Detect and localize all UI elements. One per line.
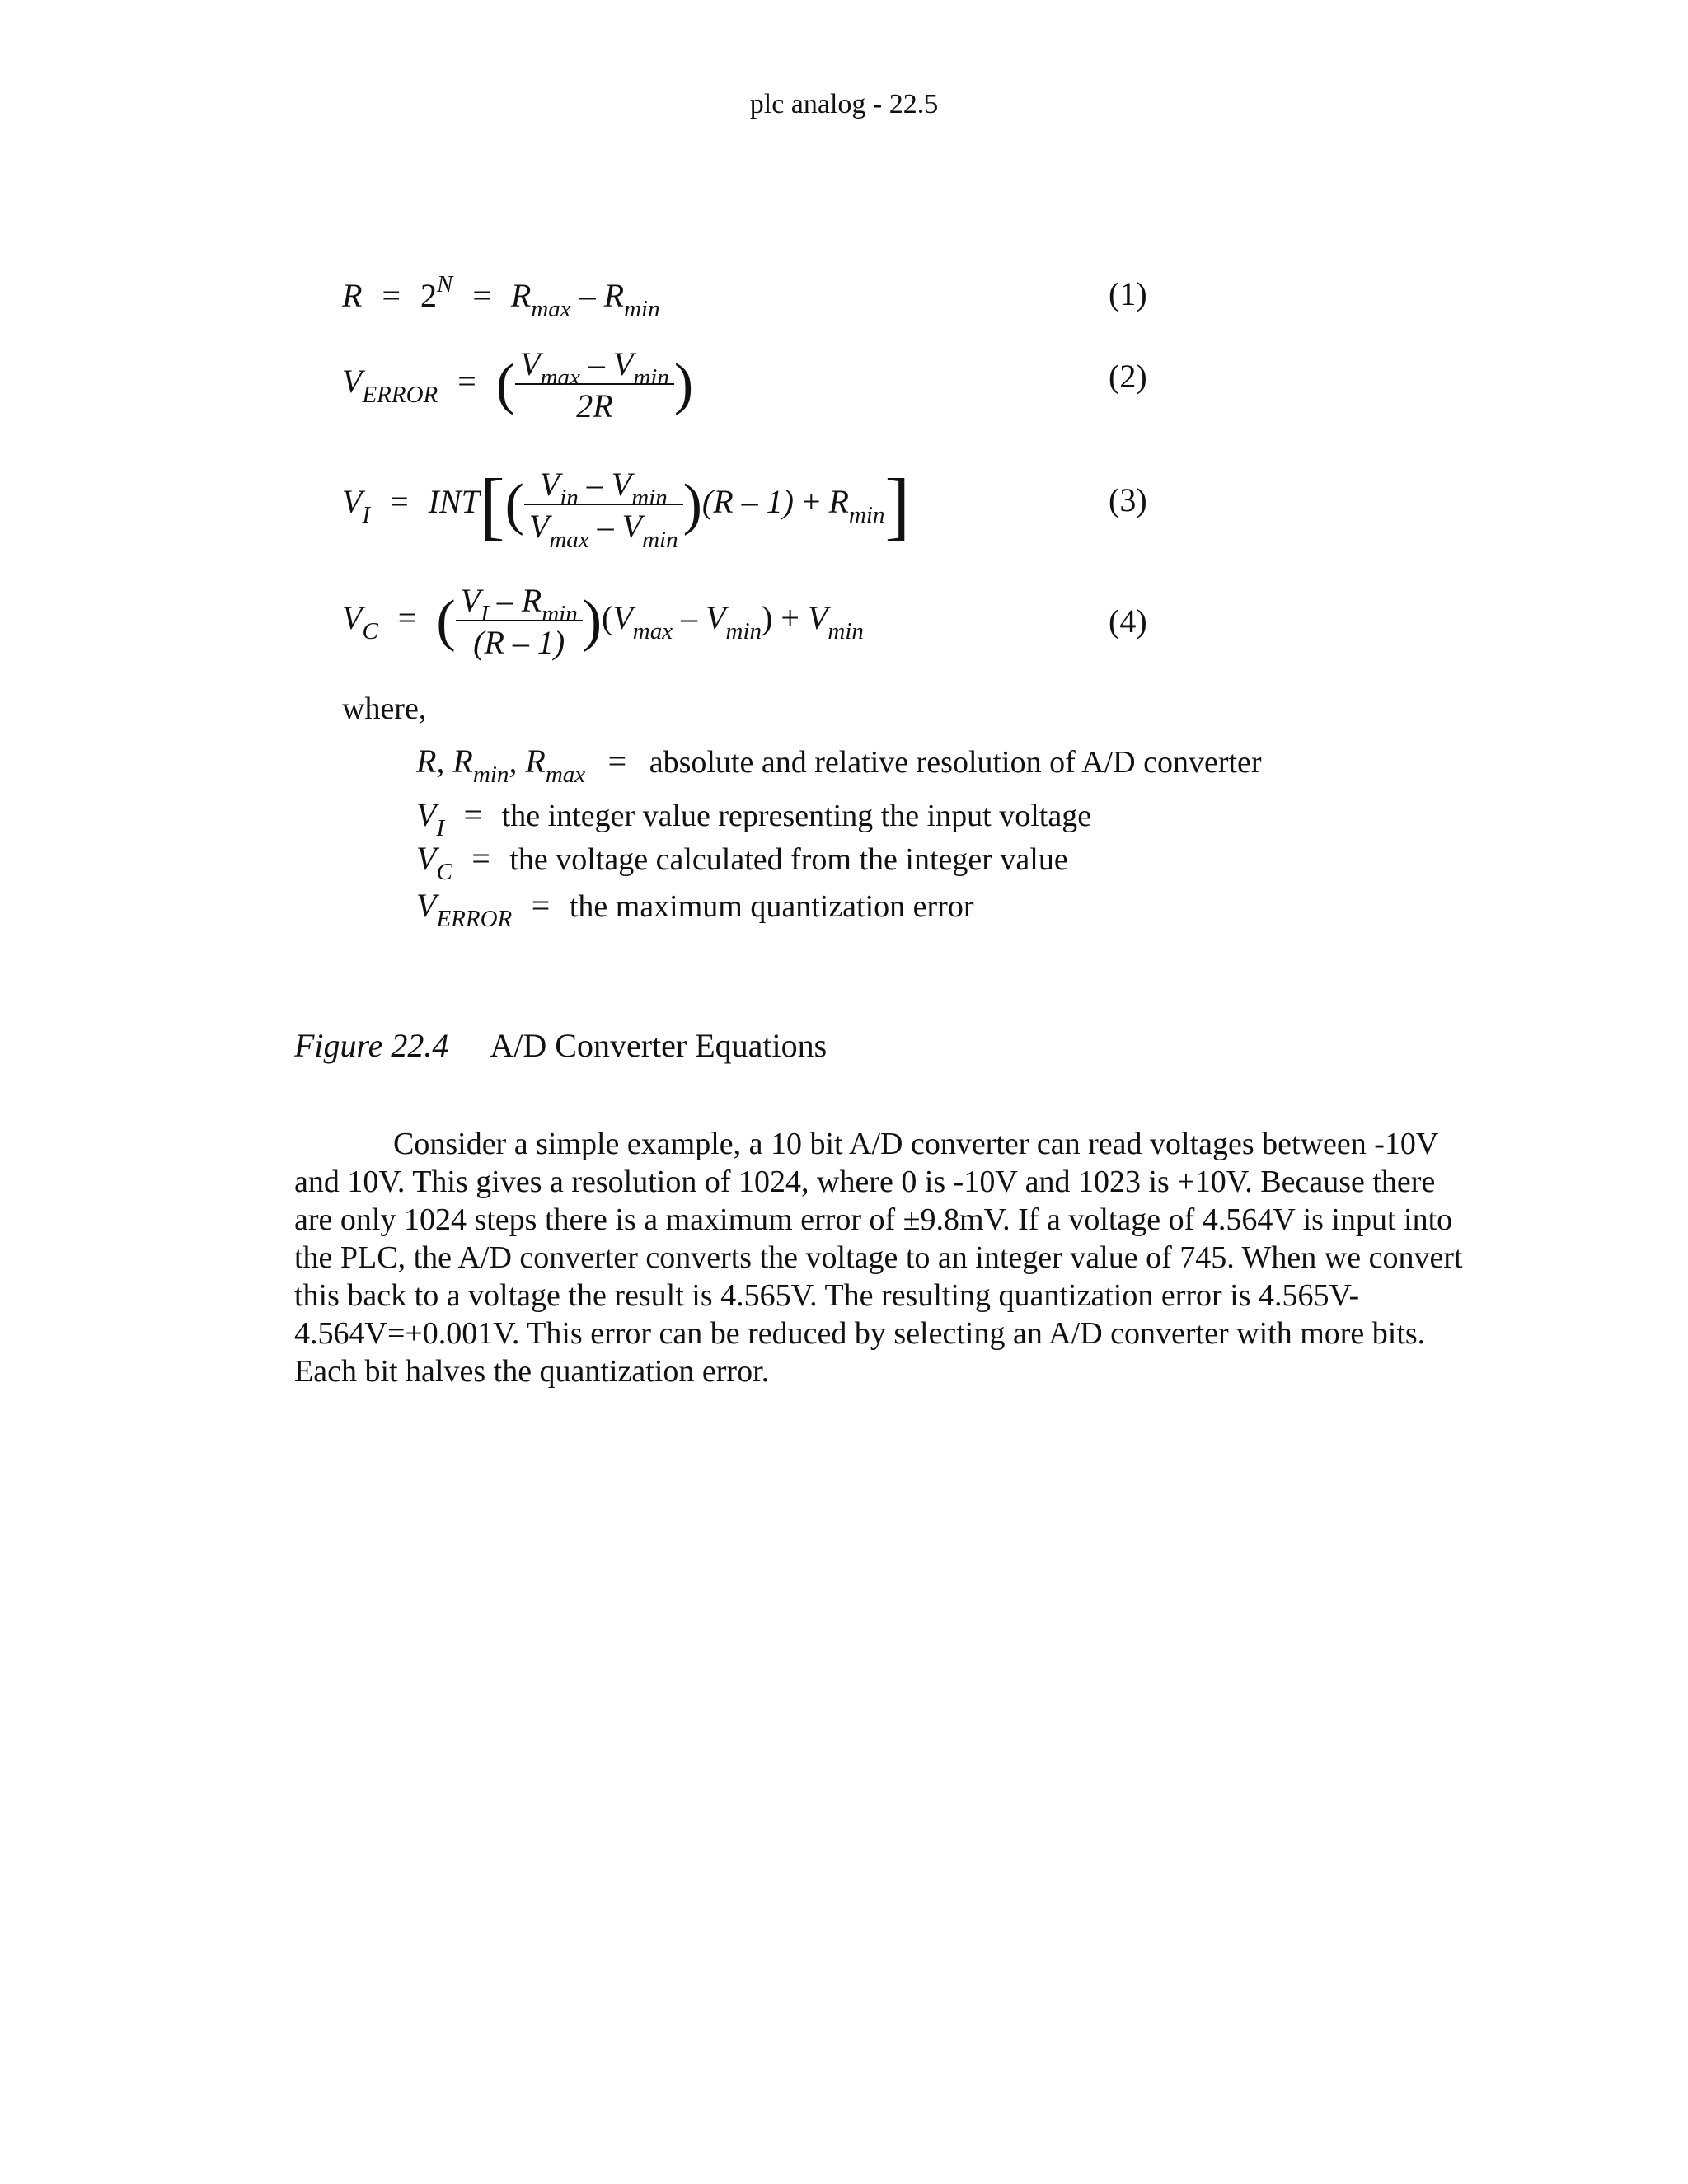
figure-title: A/D Converter Equations xyxy=(490,1027,828,1064)
where-label: where, xyxy=(342,691,427,726)
equation-1: $R = 2^N = R_{max} - R_{min}$ xyxy=(342,271,660,322)
equation-4: $V_C$ = ( $\frac{V_I - R_{min}}{(R - 1)}$ )$(V_{max} - V_{min}) + V_{min}$ xyxy=(342,582,864,661)
definition-text: the integer value representing the input voltage xyxy=(501,799,1092,833)
equation-number-4: (4) xyxy=(1109,602,1147,640)
equation-number-1: (1) xyxy=(1109,275,1147,312)
definition-text: the maximum quantization error xyxy=(569,889,974,924)
equation-3: $V_I = INT$[( $\frac{V_{in} - V_{min}}{V_{max} - V_{min}}$ )$(R - 1) + R_{min}$] xyxy=(342,463,911,553)
equation-number-3: (3) xyxy=(1109,481,1147,518)
equation-number-2: (2) xyxy=(1109,358,1147,395)
definition-row: R, $R_{min}$, $R_{max}$ = absolute and relative resolution of A/D converter xyxy=(416,743,1262,788)
definition-row: $V_C$ = the voltage calculated from the integer value xyxy=(416,840,1068,885)
figure-caption xyxy=(294,1026,827,1065)
definition-row: $V_I$ = the integer value representing the input voltage xyxy=(416,796,1092,841)
body-paragraph: Consider a simple example, a 10 bit A/D converter can read voltages between -10V and 10V. This gives a resolution of 1024, where 0 is -10V and 1023 is +10V. Because there are only 1024 steps there is a maximum error of ±9.8mV. If a voltage of 4.564V is input into the PLC, the A/D converter converts the voltage to an integer value of 745. When we convert this back to a voltage the result is 4.565V. The resulting quantization error is 4.565V-4.564V=+0.001V. This error can be reduced by selecting an A/D converter with more bits. Each bit halves the quantization error. xyxy=(294,1127,1463,1389)
page-header: plc analog - 22.5 xyxy=(749,89,939,120)
figure-label: Figure 22.4 xyxy=(294,1027,449,1064)
equation-2: $V_{ERROR}$ = ( $\frac{V_{max} - V_{min}}{2R}$ ) xyxy=(342,345,694,424)
definition-row: $V_{ERROR}$ = the maximum quantization error xyxy=(416,887,974,932)
definition-text: the voltage calculated from the integer value xyxy=(509,842,1068,877)
definition-text: absolute and relative resolution of A/D converter xyxy=(649,745,1262,780)
